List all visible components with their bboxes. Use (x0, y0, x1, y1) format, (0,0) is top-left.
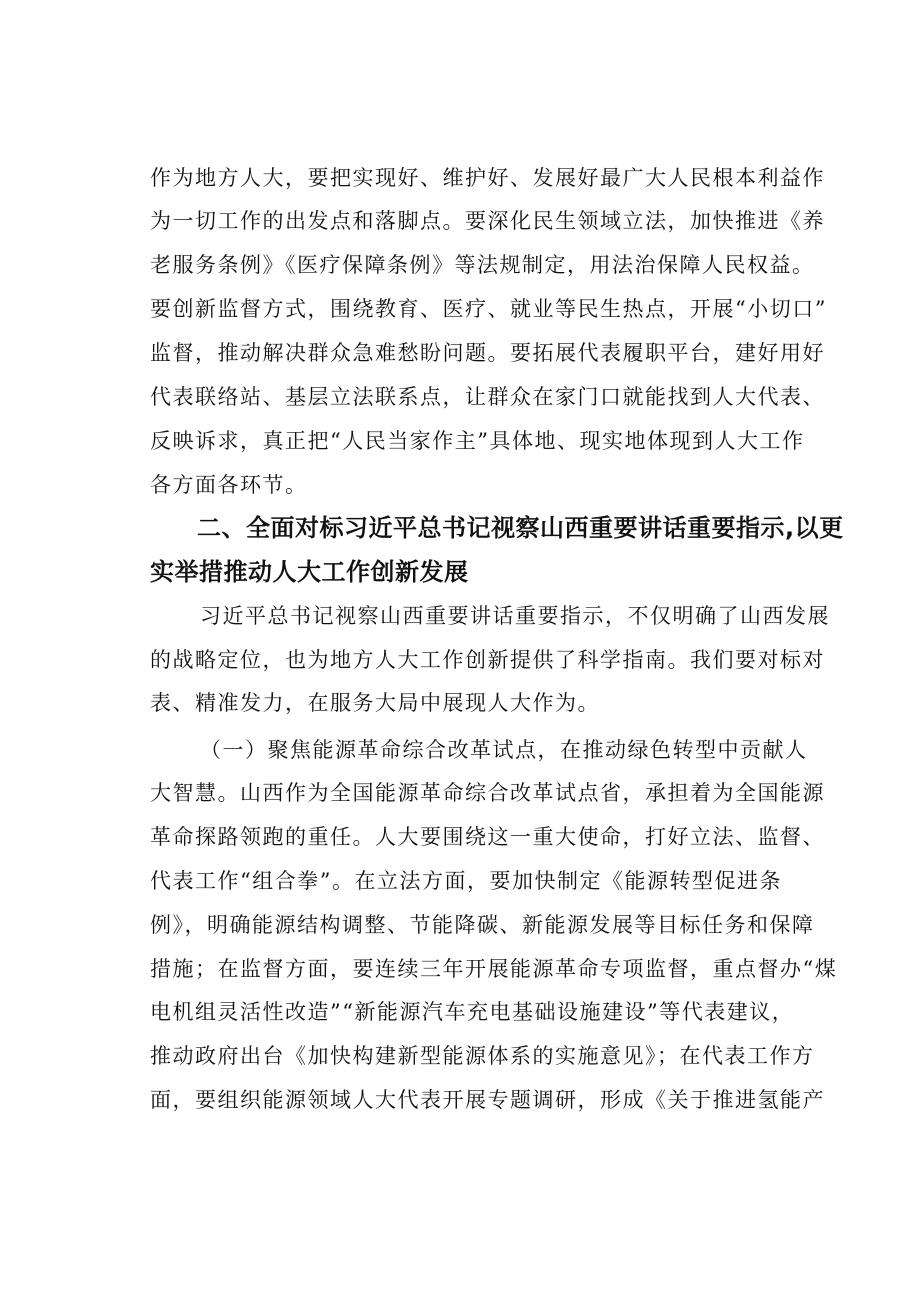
text-line: 措施；在监督方面，要连续三年开展能源革命专项监督，重点督办“煤 (150, 957, 838, 981)
text-line: 革命探路领跑的重任。人大要围绕这一重大使命，打好立法、监督、 (150, 825, 825, 849)
text-line: 大智慧。山西作为全国能源革命综合改革试点省，承担着为全国能源 (150, 781, 825, 805)
text-line: 各方面各环节。 (150, 473, 308, 497)
text-line: 的战略定位，也为地方人大工作创新提供了科学指南。我们要对标对 (150, 648, 825, 672)
text-line: 为一切工作的出发点和落脚点。要深化民生领域立法，加快推进《养 (150, 209, 825, 233)
text-line: 推动政府出台《加快构建新型能源体系的实施意见》；在代表工作方 (150, 1044, 815, 1068)
text-line: 电机组灵活性改造”“新能源汽车充电基础设施建设”等代表建议， (150, 1000, 795, 1024)
text-line: 习近平总书记视察山西重要讲话重要指示，不仅明确了山西发展 (200, 604, 830, 628)
heading-line: 二、全面对标习近平总书记视察山西重要讲话重要指示,以更 (197, 514, 844, 542)
heading-line: 实举措推动人大工作创新发展 (150, 558, 469, 586)
text-line: 作为地方人大，要把实现好、维护好、发展好最广大人民根本利益作 (150, 166, 825, 190)
text-line: 老服务条例》《医疗保障条例》等法规制定，用法治保障人民权益。 (150, 253, 815, 277)
text-line: 监督，推动解决群众急难愁盼问题。要拓展代表履职平台，建好用好 (150, 341, 825, 365)
text-line: 例》，明确能源结构调整、节能降碳、新能源发展等目标任务和保障 (150, 913, 815, 937)
text-line: （一）聚焦能源革命综合改革试点，在推动绿色转型中贡献人 (200, 738, 808, 762)
text-line: 表、精准发力，在服务大局中展现人大作为。 (150, 691, 600, 715)
text-line: 代表工作“组合拳”。在立法方面，要加快制定《能源转型促进条 (150, 869, 782, 893)
text-line: 面，要组织能源领域人大代表开展专题调研，形成《关于推进氢能产 (150, 1088, 825, 1112)
text-line: 代表联络站、基层立法联系点，让群众在家门口就能找到人大代表、 (150, 385, 825, 409)
text-line: 要创新监督方式，围绕教育、医疗、就业等民生热点，开展“小切口” (150, 297, 827, 321)
text-line: 反映诉求，真正把“人民当家作主”具体地、现实地体现到人大工作 (150, 429, 805, 453)
